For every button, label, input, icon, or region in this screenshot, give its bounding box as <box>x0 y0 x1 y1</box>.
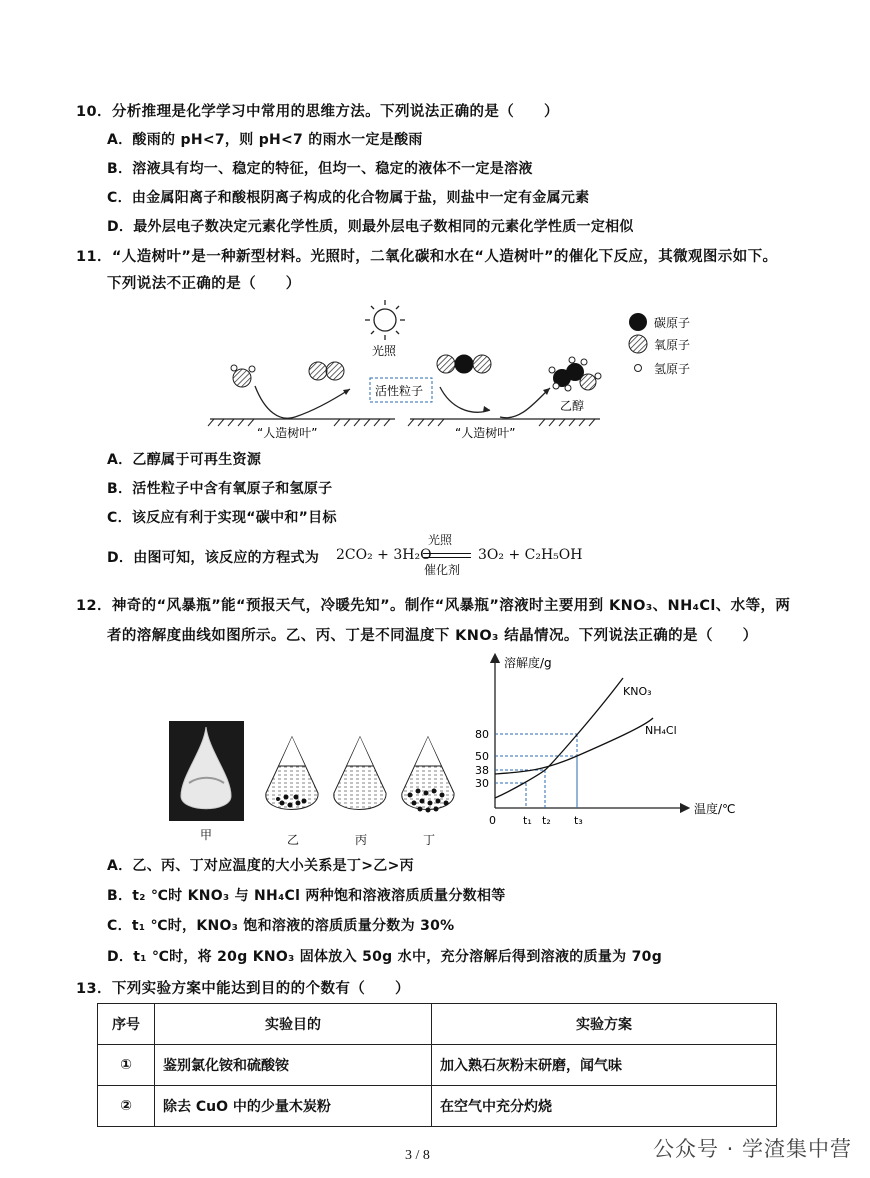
y-tick-label: 38 <box>475 764 489 777</box>
bottle-label-yi: 乙 <box>287 833 300 847</box>
ethanol-molecule <box>549 357 601 391</box>
q11-stem-line2: 下列说法不正确的是（ ） <box>107 276 301 292</box>
header-index: 序号 <box>98 1004 155 1045</box>
x-axis-label: 温度/℃ <box>694 802 736 816</box>
q12-option-b: B．t₂ ℃时 KNO₃ 与 NH₄Cl 两种饱和溶液溶质质量分数相等 <box>107 888 506 904</box>
bottle-label-ding: 丁 <box>423 833 436 847</box>
leaf-surface <box>208 419 600 426</box>
leaf-label-left: “人造树叶” <box>257 426 318 440</box>
leaf-label-right: “人造树叶” <box>455 426 516 440</box>
bottle-label-bing: 丙 <box>355 833 368 847</box>
svg-text:氧原子: 氧原子 <box>654 338 691 352</box>
x-tick-label: 0 <box>489 814 496 827</box>
y-axis-label: 溶解度/g <box>504 656 552 670</box>
y-tick-label: 50 <box>475 750 489 763</box>
q11-stem-line1: 11．“人造树叶”是一种新型材料。光照时，二氧化碳和水在“人造树叶”的催化下反应，其微观图示如下。 <box>76 249 778 265</box>
bottle-bing <box>334 737 386 810</box>
co2-molecule <box>437 355 491 373</box>
bottle-yi <box>266 737 318 810</box>
q12-option-c: C．t₁ ℃时，KNO₃ 饱和溶液的溶质质量分数为 30% <box>107 918 455 934</box>
q10-option-b: B．溶液具有均一、稳定的特征，但均一、稳定的液体不一定是溶液 <box>107 161 533 177</box>
equation-condition-top: 光照 <box>428 533 453 547</box>
header-purpose: 实验目的 <box>155 1004 432 1045</box>
ethanol-label: 乙醇 <box>560 399 585 413</box>
table-header-row <box>98 1004 777 1045</box>
y-tick-label: 80 <box>475 728 489 741</box>
water-molecule <box>231 365 255 387</box>
table-row: ② 除去 CuO 中的少量木炭粉 在空气中充分灼烧 <box>98 1086 777 1127</box>
svg-text:氢原子: 氢原子 <box>654 362 691 376</box>
q10-option-d: D．最外层电子数决定元素化学性质，则最外层电子数相同的元素化学性质一定相似 <box>107 219 634 235</box>
table-row: ① 鉴别氯化铵和硫酸铵 加入熟石灰粉末研磨，闻气味 <box>98 1045 777 1086</box>
svg-text:碳原子: 碳原子 <box>654 316 691 330</box>
q12-option-a: A．乙、丙、丁对应温度的大小关系是丁>乙>丙 <box>107 858 414 874</box>
experiment-table <box>97 1003 777 1127</box>
crystallization-bottles <box>260 733 460 828</box>
q11-option-b: B．活性粒子中含有氧原子和氢原子 <box>107 481 333 497</box>
oxygen-molecule <box>309 362 344 380</box>
page-number: 3 / 8 <box>405 1148 430 1163</box>
q11-option-d-prefix: D．由图可知，该反应的方程式为 <box>107 550 320 566</box>
light-label: 光照 <box>372 344 397 358</box>
q12-option-d: D．t₁ ℃时，将 20g KNO₃ 固体放入 50g 水中，充分溶解后得到溶液的质量为 70g <box>107 949 663 965</box>
sun-icon <box>365 300 405 340</box>
q13-stem: 13．下列实验方案中能达到目的的个数有（ ） <box>76 981 410 997</box>
atom-legend <box>629 313 690 376</box>
watermark: 公众号 · 学渣集中营 <box>652 1137 852 1161</box>
x-tick-label: t₁ <box>523 814 532 827</box>
series-line-nh4cl <box>495 718 653 774</box>
bottle-ding <box>402 737 454 813</box>
series-label-nh4cl: NH₄Cl <box>645 724 677 737</box>
q11-option-a: A．乙醇属于可再生资源 <box>107 452 262 468</box>
q10-stem: 10．分析推理是化学学习中常用的思维方法。下列说法正确的是（ ） <box>76 104 559 120</box>
equation-right: 3O₂ + C₂H₅OH <box>478 547 583 563</box>
bottle-label-jia: 甲 <box>200 828 213 842</box>
header-plan: 实验方案 <box>432 1004 777 1045</box>
equation-left: 2CO₂ + 3H₂O <box>336 547 432 563</box>
series-label-kno3: KNO₃ <box>623 685 652 698</box>
q12-stem-line1: 12．神奇的“风暴瓶”能“预报天气，冷暖先知”。制作“风暴瓶”溶液时主要用到 KNO₃、NH₄Cl、水等，两 <box>76 598 791 614</box>
active-particle-label: 活性粒子 <box>375 384 424 398</box>
q12-stem-line2: 者的溶解度曲线如图所示。乙、丙、丁是不同温度下 KNO₃ 结晶情况。下列说法正确的是（ ） <box>107 628 758 644</box>
solubility-chart <box>470 652 740 838</box>
q10-option-a: A．酸雨的 pH<7，则 pH<7 的雨水一定是酸雨 <box>107 132 423 148</box>
x-tick-label: t₂ <box>542 814 551 827</box>
y-tick-label: 30 <box>475 777 489 790</box>
storm-bottle-photo <box>169 721 244 821</box>
series-line-kno3 <box>495 678 623 798</box>
q10-option-c: C．由金属阳离子和酸根阴离子构成的化合物属于盐，则盐中一定有金属元素 <box>107 190 590 206</box>
artificial-leaf-diagram <box>200 292 720 442</box>
x-tick-label: t₃ <box>574 814 583 827</box>
equation-condition-bottom: 催化剂 <box>424 563 461 577</box>
q11-option-c: C．该反应有利于实现“碳中和”目标 <box>107 510 337 526</box>
